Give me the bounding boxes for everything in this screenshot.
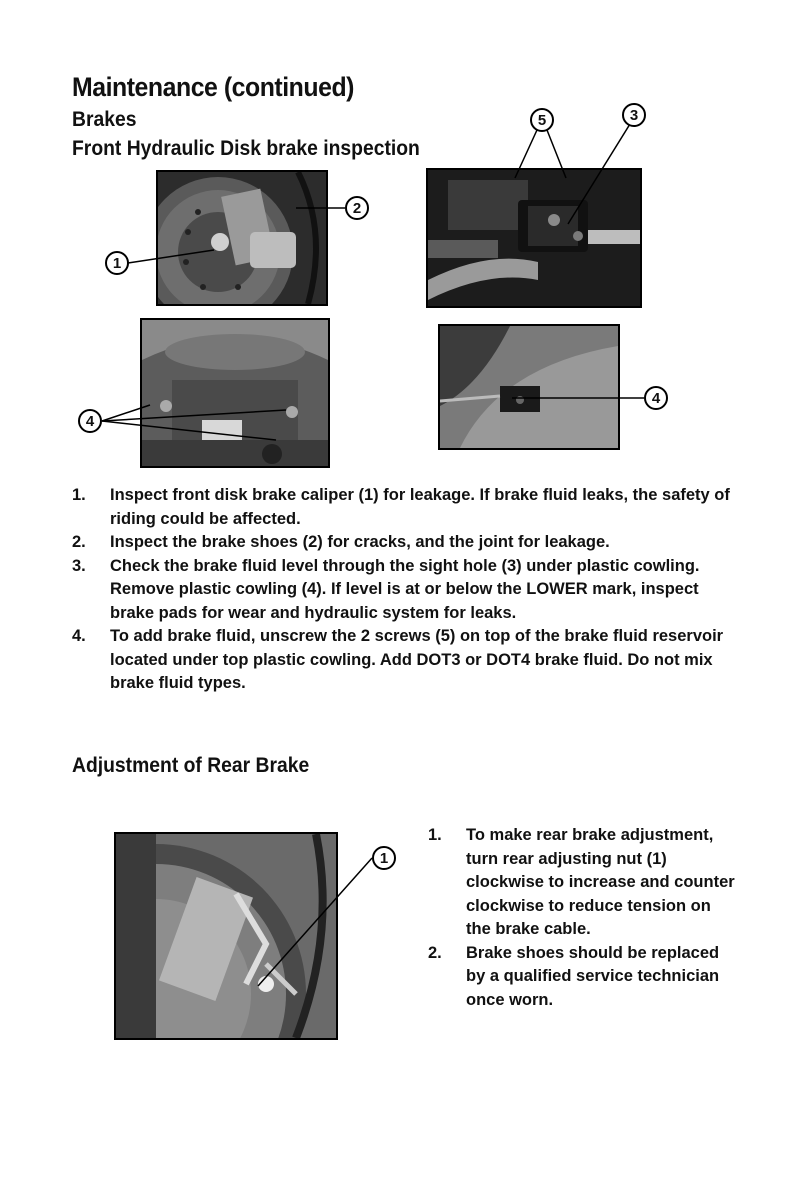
photo-cowling-side bbox=[438, 324, 620, 450]
list-item: 1. Inspect front disk brake caliper (1) for leakage. If brake fluid leaks, the safety of riding could be affected. bbox=[72, 486, 730, 528]
reservoir-illustration bbox=[428, 170, 640, 306]
callout-2-brake-shoes: 2 bbox=[345, 196, 369, 220]
photo-cowling-front bbox=[140, 318, 330, 468]
photo-front-caliper bbox=[156, 170, 328, 306]
list-item: 2. Brake shoes should be replaced by a qualified service technician once worn. bbox=[428, 943, 720, 1009]
callout-3-sight-hole: 3 bbox=[622, 103, 646, 127]
subsection-heading: Front Hydraulic Disk brake inspection bbox=[72, 137, 420, 160]
callout-4-cowling-right: 4 bbox=[644, 386, 668, 410]
rear-brake-steps bbox=[428, 824, 738, 1012]
caliper-illustration bbox=[158, 172, 326, 304]
list-item: 2. Inspect the brake shoes (2) for cracks, and the joint for leakage. bbox=[72, 533, 610, 551]
list-item: 3. Check the brake fluid level through the sight hole (3) under plastic cowling. Remove plastic cowling (4). If level is at or below the LOWER mark, inspect brake pads for wear and hydraulic system for leaks. bbox=[72, 556, 700, 622]
rear-brake-illustration bbox=[116, 834, 336, 1038]
list-item: 1. To make rear brake adjustment, turn rear adjusting nut (1) clockwise to increase and counter clockwise to reduce tension on the brake cable. bbox=[428, 826, 735, 938]
page-title: Maintenance (continued) bbox=[72, 72, 354, 102]
photo-rear-brake bbox=[114, 832, 338, 1040]
callout-1-adjusting-nut: 1 bbox=[372, 846, 396, 870]
photo-fluid-reservoir bbox=[426, 168, 642, 308]
cowling-illustration bbox=[142, 320, 328, 466]
side-cowling-illustration bbox=[440, 326, 618, 448]
callout-1-caliper: 1 bbox=[105, 251, 129, 275]
rear-brake-heading: Adjustment of Rear Brake bbox=[72, 754, 310, 777]
section-heading: Brakes bbox=[72, 108, 137, 131]
front-brake-steps bbox=[72, 484, 742, 696]
list-item: 4. To add brake fluid, unscrew the 2 screws (5) on top of the brake fluid reservoir located under top plastic cowling. Add DOT3 or DOT4 brake fluid. Do not mix brake fluid types. bbox=[72, 627, 724, 692]
callout-5-screws: 5 bbox=[530, 108, 554, 132]
callout-4-cowling-left: 4 bbox=[78, 409, 102, 433]
